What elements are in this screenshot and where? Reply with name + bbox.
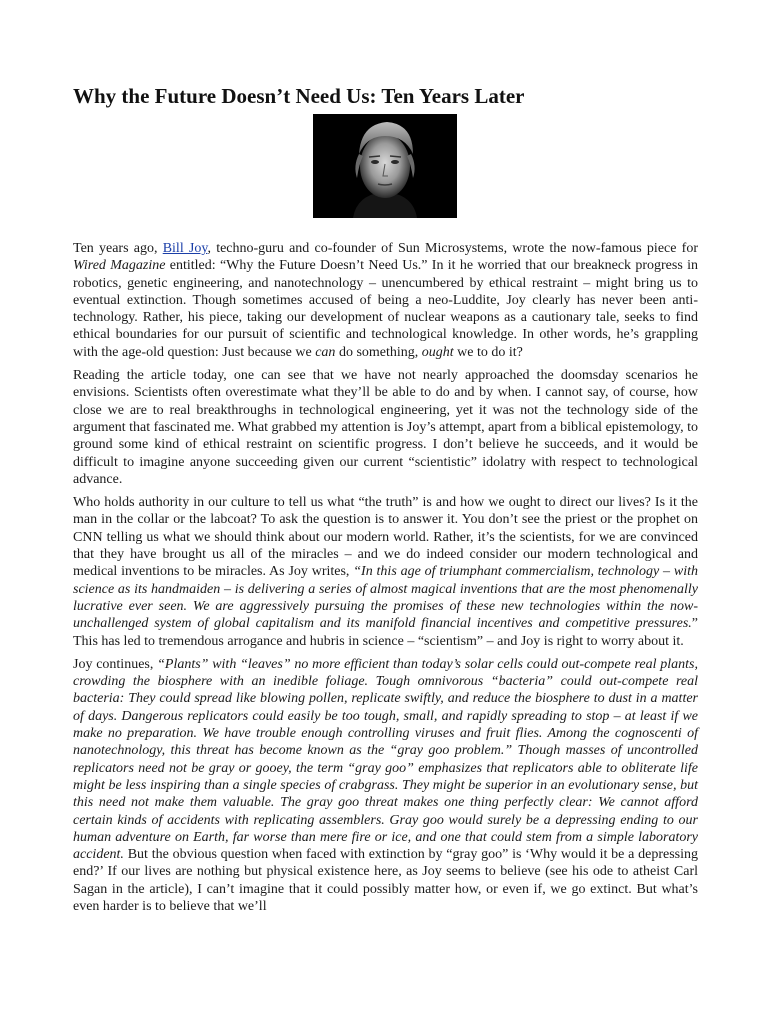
article-body	[73, 240, 698, 921]
text-run: But the obvious question when faced with extinction by “gray goo” is ‘Why would it be a depressing end?’ If our lives are nothing but physical existence here, as Joy seems to believe (see his ode to atheist Carl Sagan in the article), I can’t imagine that it could possibly matter how, or even if, we go extinct. But what’s even harder is to believe that we’ll	[73, 847, 698, 914]
text-run: Ten years ago,	[73, 241, 163, 256]
italic-text: can	[315, 344, 336, 360]
text-run: do something,	[335, 344, 422, 360]
text-run: we to do it?	[453, 344, 523, 360]
paragraph-3	[73, 494, 698, 650]
text-run: Who holds authority in our culture to tell us what “the truth” is and how we ought to direct our lives? Is it the man in the collar or the labcoat? To ask the question is to answer it. You don’t see the priest or the prophet on CNN telling us what we should think about our modern world. Rather, it’s the scientists, for we are convinced that they have brought us all of the miracles – and we do indeed consider our modern technological and medical inventions to be miracles. As Joy writes,	[73, 495, 698, 580]
text-run: ” This has led to tremendous arrogance and hubris in science – “scientism” – and Joy is right to worry about it.	[73, 616, 698, 649]
article-title: Why the Future Doesn’t Need Us: Ten Years Later	[73, 84, 525, 108]
italic-text: Wired Magazine	[73, 258, 166, 274]
text-run: , techno-guru and co-founder of Sun Microsystems, wrote the now-famous piece for	[207, 241, 699, 256]
text-run: Joy continues,	[73, 656, 158, 672]
text-run: entitled: “Why the Future Doesn’t Need Us.” In it he worried that our breakneck progress in robotics, genetic engineering, and nanotechnology – unencumbered by ethical restraint – might bring us to eventual extinction. Though sometimes accused of being a neo-Luddite, Joy clearly has never been anti-technology. Rather, his piece, taking our development of nuclear weapons as a cautionary tale, seeks to find ethical boundaries for our pursuit of scientific and technological knowledge. In other words, he’s grappling with the age-old question: Just because we	[73, 258, 698, 360]
paragraph-1	[73, 240, 698, 361]
bill-joy-link[interactable]: Bill Joy	[162, 241, 208, 256]
portrait-image	[313, 114, 457, 218]
portrait-photo	[313, 114, 457, 218]
italic-text: ought	[421, 344, 454, 360]
quote-text: “Plants” with “leaves” no more efficient than today’s solar cells could out-compete real plants, crowding the biosphere with an inedible foliage. Tough omnivorous “bacteria” could out-compete real bacteria: They could spread like blowing pollen, replicate swiftly, and reduce the biosphere to dust in a matter of days. Dangerous replicators could easily be too tough, small, and rapidly spreading to stop – at least if we make no preparation. We have trouble enough controlling viruses and fruit flies. Among the cognoscenti of nanotechnology, this threat has become known as the “gray goo problem.” Though masses of uncontrolled replicators need not be gray or gooey, the term “gray goo” emphasizes that replicators able to obliterate life might be less inspiring than a single species of crabgrass. They might be superior in an evolutionary sense, but this need not make them valuable. The gray goo threat makes one thing perfectly clear: We cannot afford certain kinds of accidents with replicating assemblers. Gray goo would surely be a depressing ending to our human adventure on Earth, far worse than mere fire or ice, and one that could stem from a simple laboratory accident.	[73, 656, 698, 863]
quote-text: “In this age of triumphant commercialism, technology – with science as its handmaiden – is delivering a series of almost magical inventions that are the most phenomenally lucrative ever seen. We are aggressively pursuing the promises of these new technologies within the now-unchallenged system of global capitalism and its manifold financial incentives and competitive pressures.	[73, 564, 698, 632]
paragraph-2: Reading the article today, one can see that we have not nearly approached the doomsday scenarios he envisions. Scientists often overestimate what they’ll be able to do and by when. I cannot say, of course, how close we are to real breakthroughs in technological engineering, yet it was not the technology side of the argument that fascinated me. What grabbed my attention is Joy’s attempt, apart from a biblical epistemology, to ground some kind of ethical restraint on scientific progress. I don’t believe he succeeds, and it would be difficult to imagine anyone succeeding given our current “scientistic” idolatry with respect to technological advance.	[73, 368, 698, 487]
paragraph-4	[73, 656, 698, 915]
